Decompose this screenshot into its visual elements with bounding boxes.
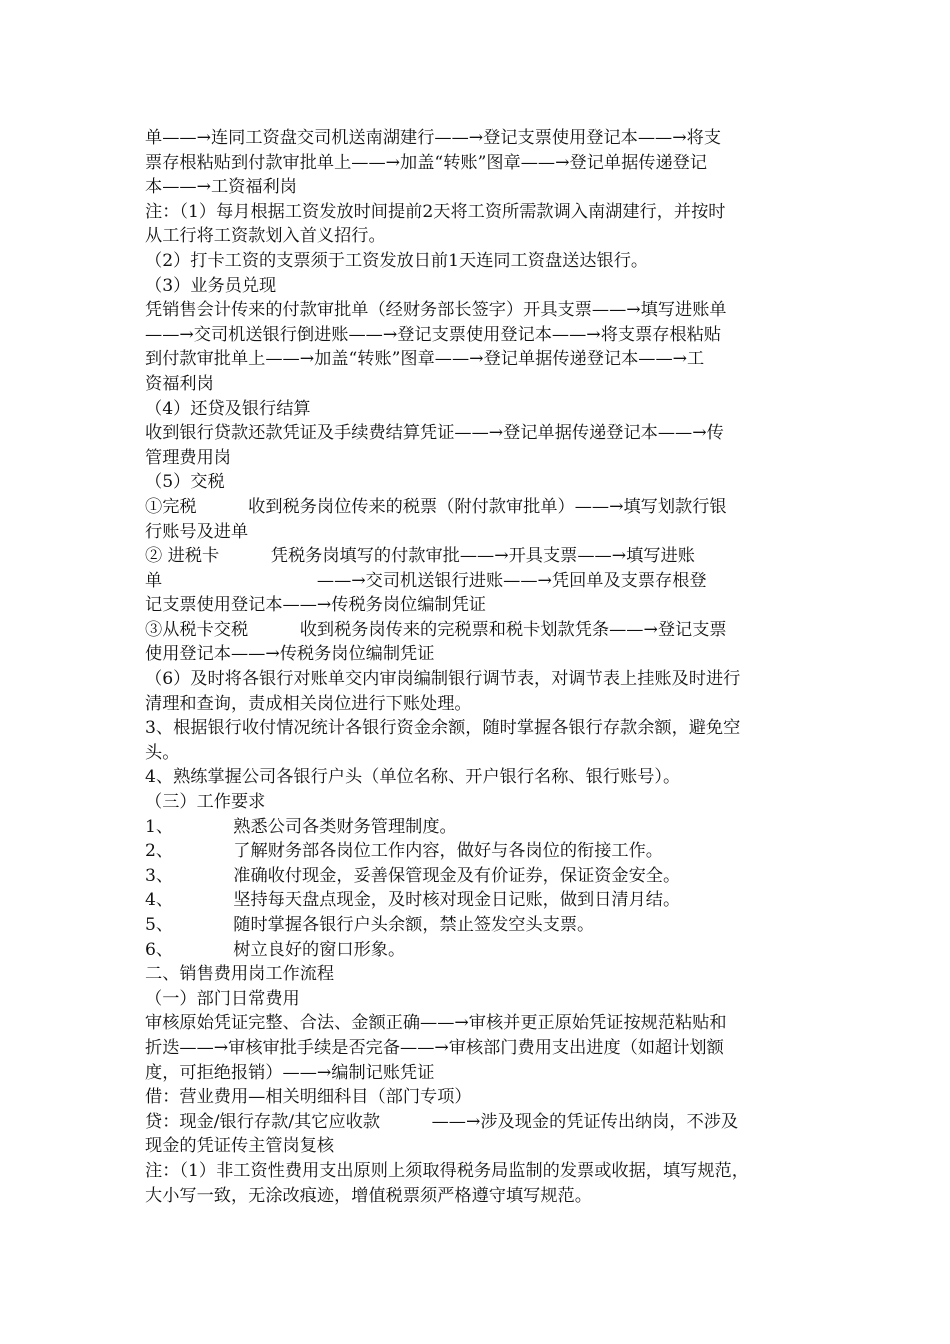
list-item: 4、 坚持每天盘点现金，及时核对现金日记账，做到日清月结。 — [145, 890, 681, 911]
text-line: 行账号及进单 — [145, 521, 249, 542]
text-line: （5）交税 — [145, 472, 225, 493]
list-item: 6、 树立良好的窗口形象。 — [145, 939, 406, 960]
text-line: 度，可拒绝报销）——→编制记账凭证 — [145, 1062, 435, 1083]
list-item: 5、 随时掌握各银行户头余额，禁止签发空头支票。 — [145, 915, 595, 935]
text-line: 清理和查询，责成相关岗位进行下账处理。 — [145, 693, 472, 714]
text-line: ③从税卡交税 收到税务岗传来的完税票和税卡划款凭条——→登记支票 — [145, 619, 727, 640]
text-line: （3）业务员兑现 — [145, 275, 277, 296]
section-heading: （一）部门日常费用 — [145, 988, 300, 1009]
text-line: 审核原始凭证完整、合法、金额正确——→审核并更正原始凭证按规范粘贴和 — [145, 1013, 727, 1034]
text-line: 3、根据银行收付情况统计各银行资金余额，随时掌握各银行存款余额，避免空 — [145, 718, 741, 739]
text-line: 使用登记本——→传税务岗位编制凭证 — [145, 644, 435, 665]
document-body — [145, 126, 825, 1208]
text-line: 凭销售会计传来的付款审批单（经财务部长签字）开具支票——→填写进账单 — [145, 300, 727, 321]
text-line: 收到银行贷款还款凭证及手续费结算凭证——→登记单据传递登记本——→传 — [145, 423, 724, 444]
text-line: 借：营业费用—相关明细科目（部门专项） — [145, 1087, 472, 1108]
list-item: 3、 准确收付现金，妥善保管现金及有价证券，保证资金安全。 — [145, 865, 681, 886]
text-line: （4）还贷及银行结算 — [145, 398, 311, 419]
list-item: 2、 了解财务部各岗位工作内容，做好与各岗位的衔接工作。 — [145, 841, 663, 862]
text-line: ①完税 收到税务岗位传来的税票（附付款审批单）——→填写划款行银 — [145, 496, 727, 517]
text-line: 单——→连同工资盘交司机送南湖建行——→登记支票使用登记本——→将支 — [145, 128, 722, 148]
text-line: 现金的凭证传主管岗复核 — [145, 1136, 335, 1157]
text-line: 折迭——→审核审批手续是否完备——→审核部门费用支出进度（如超计划额 — [145, 1037, 724, 1058]
text-line: （2）打卡工资的支票须于工资发放日前1天连同工资盘送达银行。 — [145, 250, 649, 271]
text-line: （6）及时将各银行对账单交内审岗编制银行调节表，对调节表上挂账及时进行 — [145, 669, 741, 690]
section-heading: （三）工作要求 — [145, 792, 266, 813]
text-line: ② 进税卡 凭税务岗填写的付款审批——→开具支票——→填写进账 — [145, 546, 695, 567]
text-line: 注：（1）非工资性费用支出原则上须取得税务局监制的发票或收据，填写规范， — [145, 1160, 749, 1181]
text-line: 贷：现金/银行存款/其它应收款 ——→涉及现金的凭证传出纳岗，不涉及 — [145, 1111, 739, 1132]
list-item: 1、 熟悉公司各类财务管理制度。 — [145, 816, 457, 837]
text-line: 大小写一致，无涂改痕迹，增值税票须严格遵守填写规范。 — [145, 1185, 592, 1206]
text-line: 记支票使用登记本——→传税务岗位编制凭证 — [145, 595, 486, 616]
text-line: 注：（1）每月根据工资发放时间提前2天将工资所需款调入南湖建行，并按时 — [145, 201, 726, 222]
text-line: 单 ——→交司机送银行进账——→凭回单及支票存根登 — [145, 570, 707, 591]
text-line: ——→交司机送银行倒进账——→登记支票使用登记本——→将支票存根粘贴 — [145, 324, 722, 345]
text-line: 资福利岗 — [145, 373, 214, 394]
text-line: 管理费用岗 — [145, 447, 231, 468]
text-line: 从工行将工资款划入首义招行。 — [145, 226, 386, 247]
section-heading: 二、销售费用岗工作流程 — [145, 964, 335, 985]
text-line: 票存根粘贴到付款审批单上——→加盖“转账”图章——→登记单据传递登记 — [145, 152, 708, 173]
text-line: 4、熟练掌握公司各银行户头（单位名称、开户银行名称、银行账号）。 — [145, 767, 681, 788]
text-line: 本——→工资福利岗 — [145, 177, 297, 198]
text-line: 头。 — [145, 742, 180, 763]
text-line: 到付款审批单上——→加盖“转账”图章——→登记单据传递登记本——→工 — [145, 349, 705, 370]
